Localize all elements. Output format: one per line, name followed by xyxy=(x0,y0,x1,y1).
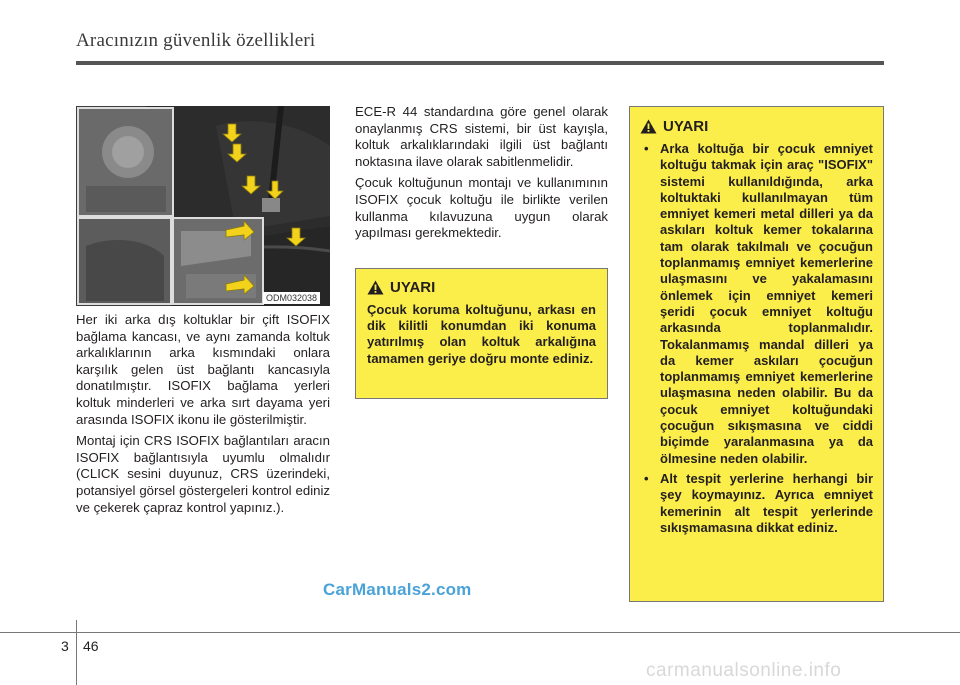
page-number: 46 xyxy=(83,638,99,654)
warning-text: Çocuk koruma koltuğunu, arkası en dik kilitli konumdan iki konuma yatırılmış olan koltuk arkalığına tamamen geriye doğru monte ediniz. xyxy=(367,302,596,366)
warning-box-seat-position xyxy=(355,268,608,399)
footer-divider xyxy=(76,620,77,685)
warning-bullet-item: • Arka koltuğa bir çocuk emniyet koltuğu takmak için araç "ISOFIX" sistemi kullanıldığında, arka koltuktaki kullanılmayan tüm emniyet kemeri metal dilleri ya da askıları koltuk kemer tokalarına tam olarak takılmalı ve çocuğun toplanmamış emniyet kemerlerine ulaşmasını ve yakalamasını önlemek için emniyet kemeri şeridi çocuk emniyet koltuğu arkasında toplanmalıdır. Tokalanmamış mandal dilleri ya da kemer askıları çocuğun toplanmamış emniyet kemerlerine ulaşmasına neden olabilir. Bu da çocuk emniyet koltuğundaki çocuğun sıkışmasına ve ciddi biçimde yaralanmasına ya da ölmesine neden olabilir. xyxy=(644,141,873,466)
header-rule xyxy=(76,61,884,65)
isofix-seat-illustration xyxy=(76,106,330,306)
warning-bullet-item: • Alt tespit yerlerine herhangi bir şey koymayınız. Ayrıca emniyet kemerinin alt tespit yerlerinde sıkışmamasına dikkat ediniz. xyxy=(644,470,873,535)
image-code-label: ODM032038 xyxy=(263,292,320,304)
isofix-seat-photo xyxy=(76,106,330,306)
warning-heading xyxy=(640,118,873,135)
middle-column-text xyxy=(355,104,608,247)
chapter-number: 3 xyxy=(61,638,69,654)
warning-heading xyxy=(367,279,596,296)
paragraph-ece-r44: ECE-R 44 standardına göre genel olarak onaylanmış CRS sistemi, bir üst kayışla, koltuk arkalıklarındaki ilgili üst bağlantı noktasına ilave olarak sabitlenmelidir. xyxy=(355,104,608,169)
warning-triangle-icon xyxy=(640,119,657,134)
watermark-link[interactable]: CarManuals2.com xyxy=(323,580,472,599)
left-column-text xyxy=(76,312,330,521)
footer-rule xyxy=(0,632,960,633)
warning-bullet-list xyxy=(640,141,873,536)
site-watermark: carmanualsonline.info xyxy=(646,660,842,681)
page-header-title: Aracınızın güvenlik özellikleri xyxy=(76,30,316,51)
paragraph-manual-instructions: Çocuk koltuğunun montajı ve kullanımının ISOFIX çocuk koltuğu ile birlikte verilen kullanma kılavuzuna uygun olarak yapılması gerekmektedir. xyxy=(355,175,608,241)
paragraph-crs-installation: Montaj için CRS ISOFIX bağlantıları aracın ISOFIX bağlantısıyla uyumlu olmalıdır (CLICK sesini duyunuz, CRS üzerindeki, potansiyel görsel göstergeleri kontrol ediniz ve çekerek çapraz kontrol yapınız.). xyxy=(76,433,330,515)
warning-triangle-icon xyxy=(367,280,384,295)
warning-box-isofix xyxy=(629,106,884,602)
paragraph-isofix-anchors: Her iki arka dış koltuklar bir çift ISOFIX bağlama kancası, ve aynı zamanda koltuk arkalıklarının arka kısmındaki onlara karşılık gelen üst bağlantı kancasıyla donatılmıştır. ISOFIX bağlama yerleri koltuk minderleri ve arka sırt dayama yeri arasında ISOFIX ikonu ile gösterilmiştir. xyxy=(76,312,330,427)
warning-title: UYARI xyxy=(663,118,709,135)
warning-title: UYARI xyxy=(390,279,436,296)
